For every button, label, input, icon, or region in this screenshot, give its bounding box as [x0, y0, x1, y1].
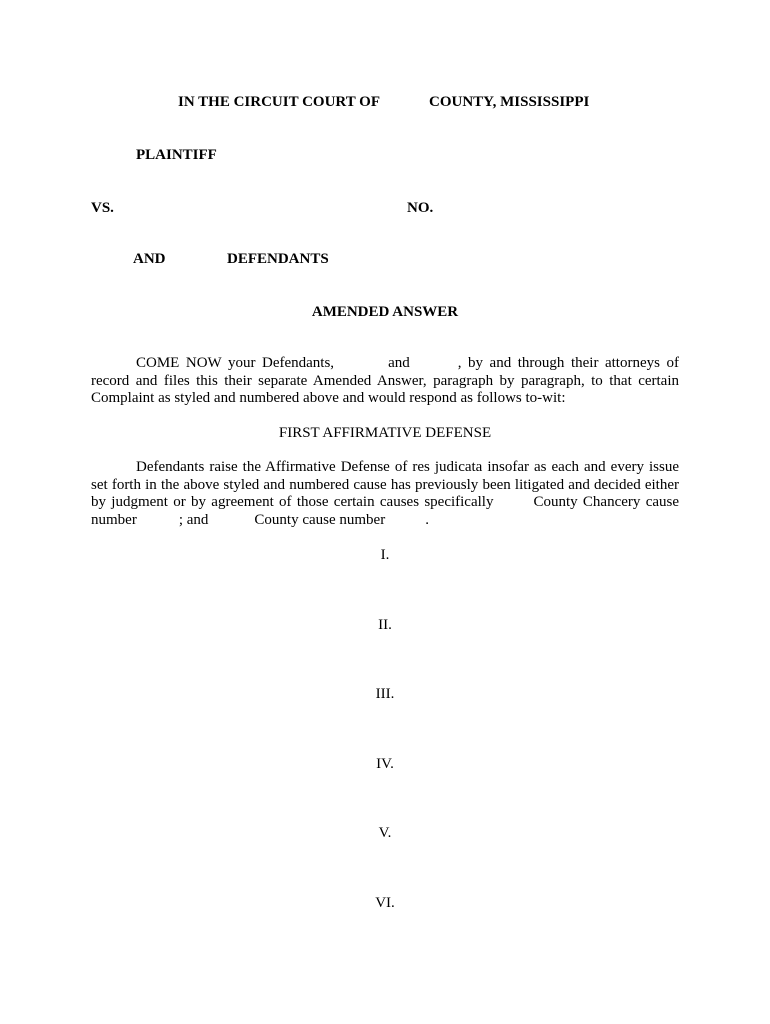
paragraph-number-6: VI. [375, 895, 395, 911]
defense-line-3-a: by judgment or by agreement of those certain causes specifically [91, 494, 494, 510]
intro-text-c: , by and through their attorneys of [457, 355, 679, 371]
intro-paragraph [91, 355, 679, 408]
intro-text-a: COME NOW your Defendants, [136, 355, 335, 371]
and-label: AND [133, 251, 166, 267]
first-defense-heading: FIRST AFFIRMATIVE DEFENSE [278, 425, 492, 441]
defense-line-4-c: County cause number [254, 511, 386, 528]
intro-line-1 [91, 355, 679, 373]
defense-line-4-b: ; and [178, 511, 209, 528]
defense-line-3-b: County Chancery cause [533, 494, 680, 510]
defense-line-3 [91, 494, 679, 512]
defense-line-1 [91, 459, 679, 477]
defense-line-4-a: number [91, 511, 137, 528]
paragraph-number-5: V. [378, 825, 392, 841]
defense-line-4-d: . [425, 511, 429, 528]
defense-line-2: set forth in the above styled and numbered cause has previously been litigated and decided either [91, 476, 679, 493]
intro-line-2: record and files this their separate Amended Answer, paragraph by paragraph, to that certain [91, 372, 679, 389]
defense-line-4 [91, 512, 679, 530]
vs-label: VS. [91, 200, 114, 216]
court-name-prefix: IN THE CIRCUIT COURT OF [178, 94, 381, 110]
intro-line-3: Complaint as styled and numbered above and would respond as follows to-wit: [91, 390, 566, 406]
document-title: AMENDED ANSWER [311, 304, 459, 320]
defense-line-1-text: Defendants raise the Affirmative Defense of res judicata insofar as each and every issue [136, 459, 679, 475]
paragraph-number-3: III. [375, 686, 395, 702]
plaintiff-label: PLAINTIFF [136, 147, 217, 163]
first-defense-paragraph [91, 459, 679, 529]
case-number-label: NO. [407, 200, 434, 216]
defendants-label: DEFENDANTS [227, 251, 329, 267]
paragraph-number-1: I. [380, 547, 390, 563]
paragraph-number-2: II. [378, 617, 392, 633]
court-name-suffix: COUNTY, MISSISSIPPI [429, 94, 590, 110]
paragraph-number-4: IV. [376, 756, 394, 772]
intro-text-b: and [388, 355, 410, 371]
